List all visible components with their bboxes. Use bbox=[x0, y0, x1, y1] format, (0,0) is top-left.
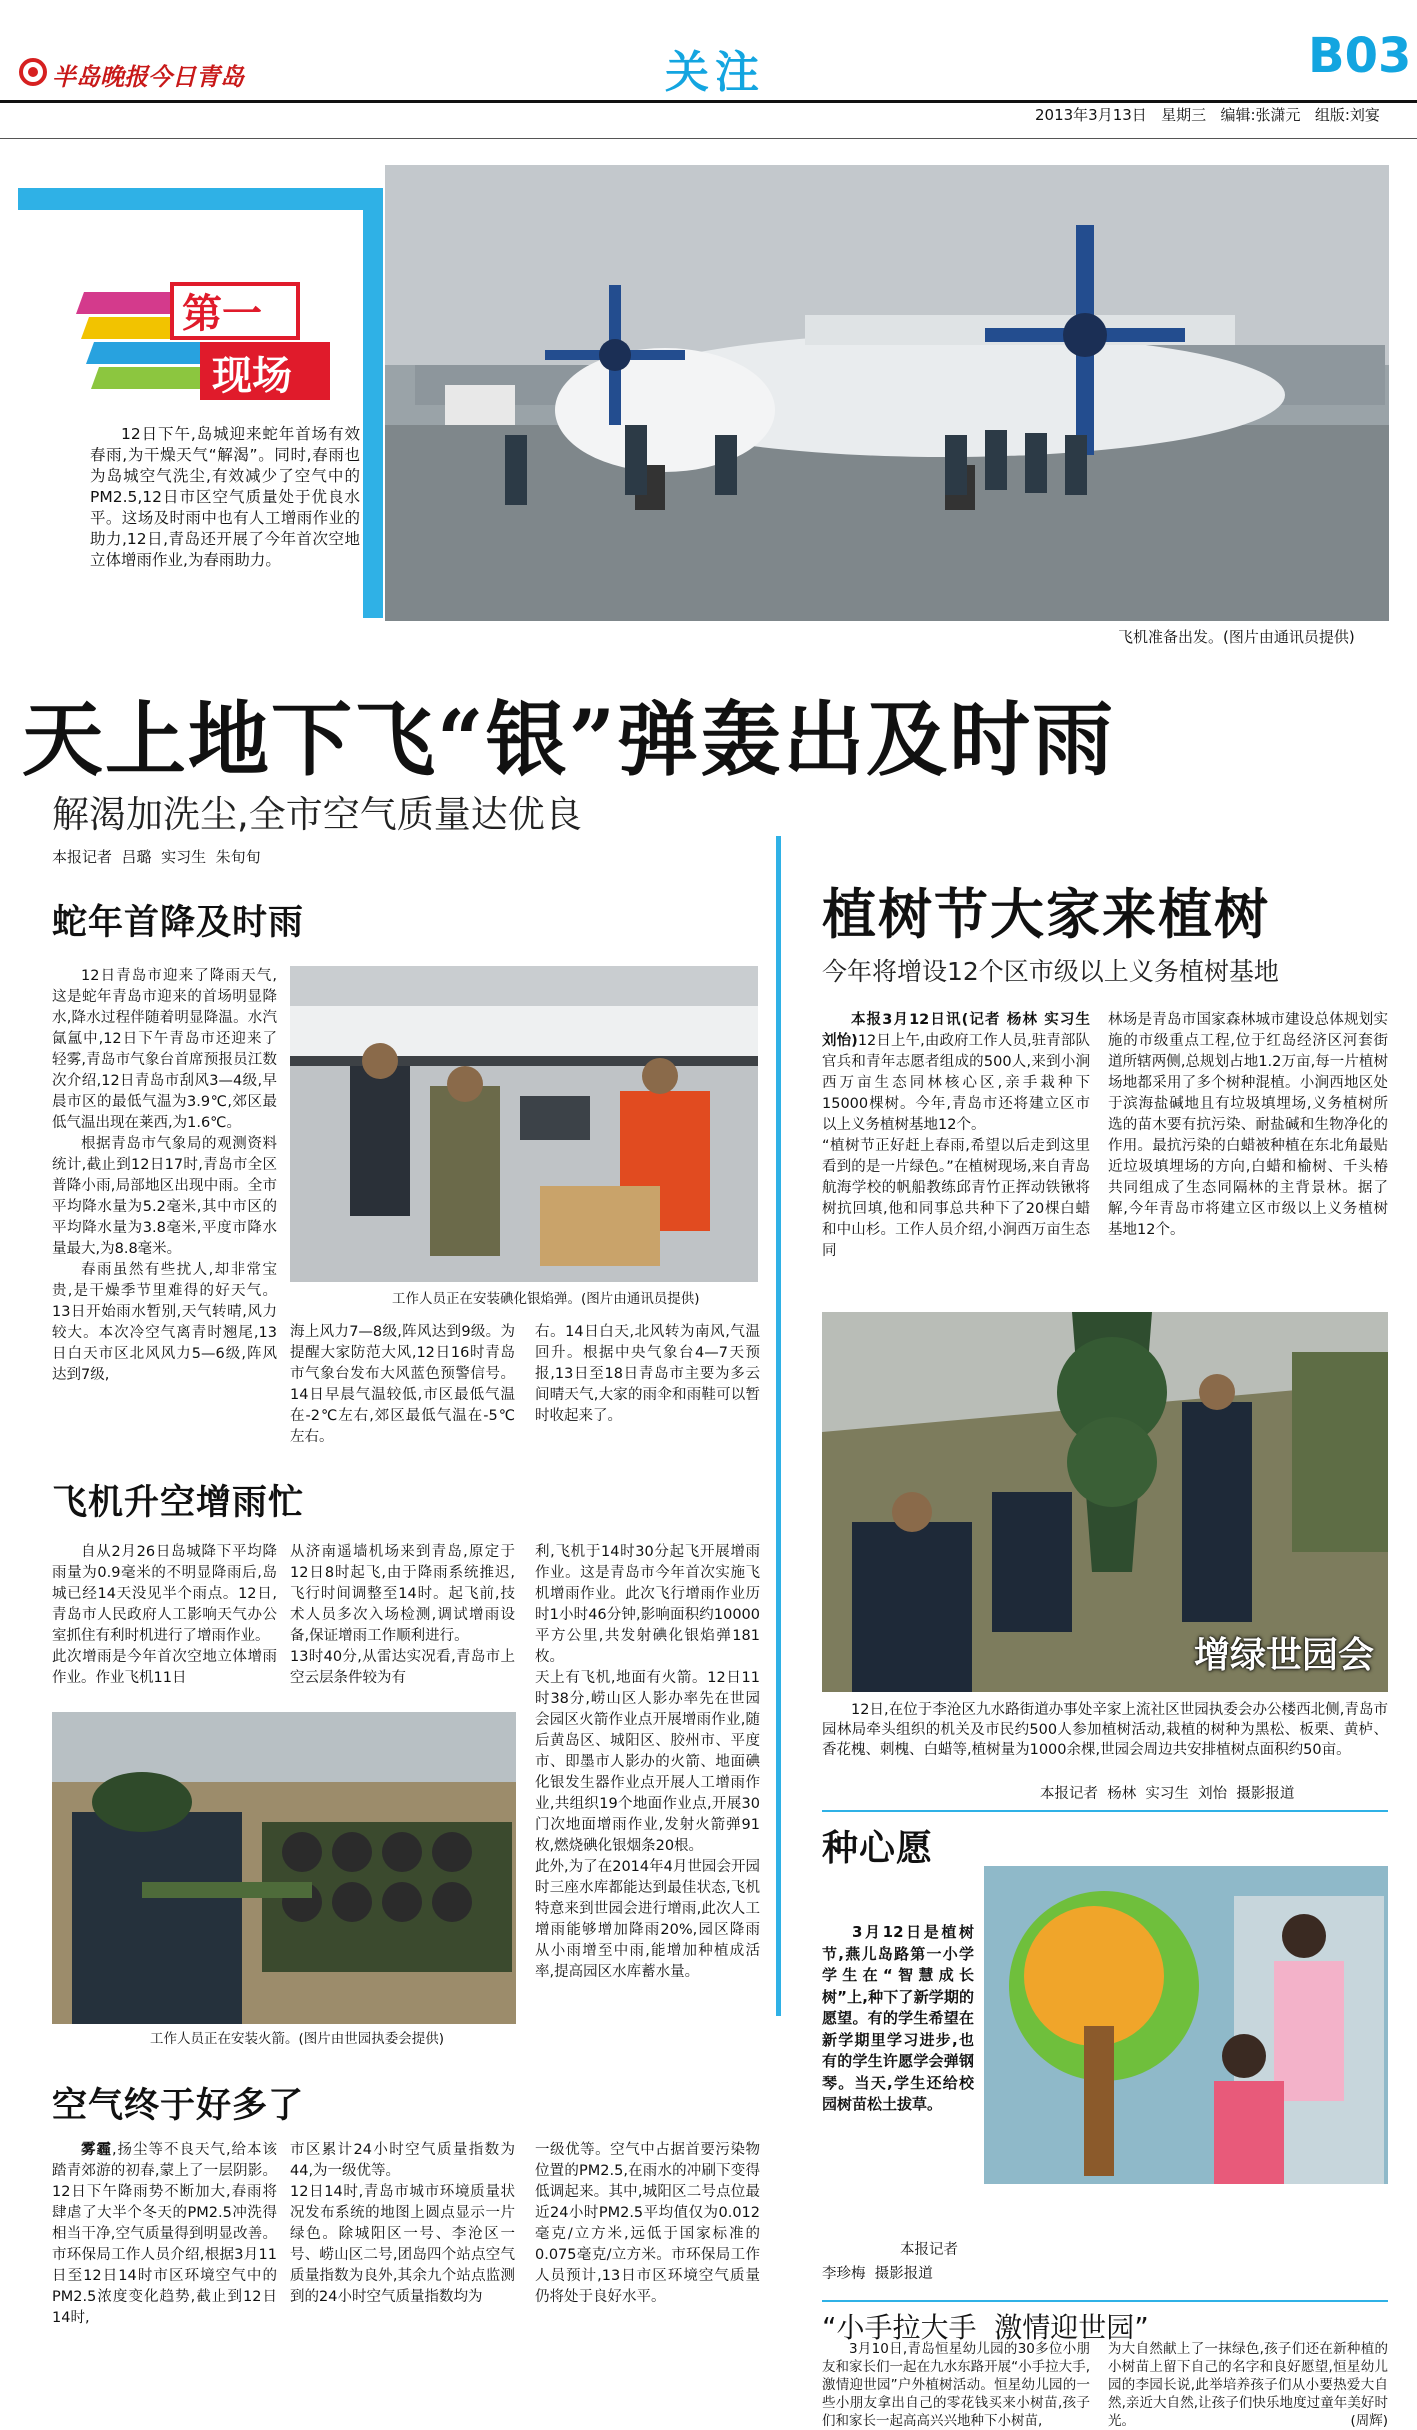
tree-col2: 林场是青岛市国家森林城市建设总体规划实施的市级重点工程,位于红岛经济区河套街道所辖两侧,总规划占地1.2万亩,每一片植树场地都采用了多个树种混植。小涧西地区处于滨海盐碱地且有垃圾填埋场,义务植树所选的苗木要有抗污染、耐盐碱和生物净化的作用。最抗污染的白蜡被种植在东北角最贴近垃圾填埋场的方向,白蜡和榆树、千头椿共同组成了生态同隔林的主背景林。据了解,今年青岛市将建立区市级以上义务植树基地12个。 bbox=[1108, 1012, 1388, 1238]
main-subheadline: 解渴加洗尘,全市空气质量达优良 bbox=[52, 793, 582, 836]
wish-credit2: 李珍梅 摄影报道 bbox=[822, 2266, 933, 2282]
byline: 本报记者 吕璐 实习生 朱旬旬 bbox=[52, 848, 261, 866]
tree-article-subtitle: 今年将增设12个区市级以上义务植树基地 bbox=[822, 957, 1279, 986]
air-col1 bbox=[52, 2140, 277, 2329]
tree-photo-overlay-title: 增绿世园会 bbox=[1193, 1635, 1374, 1676]
tree-photo-caption: 12日,在位于李沧区九水路街道办事处辛家上流社区世园执委会办公楼西北侧,青岛市园林局牵头组织的机关及市民约500人参加植树活动,栽植的树种为黑松、板栗、黄栌、香花槐、刺槐、白蜡等,植树量为1000余棵,世园会周边共安排植树点面积约50亩。 bbox=[822, 1702, 1388, 1758]
top-feature-blue-side bbox=[363, 188, 383, 618]
wish-section-bar bbox=[822, 1810, 1388, 1812]
first-scene-badge bbox=[80, 272, 330, 422]
rain-mid-col: 海上风力7—8级,阵风达到9级。为提醒大家防范大风,12日16时青岛市气象台发布大风蓝色预警信号。14日早晨气温较低,市区最低气温在-2℃左右,郊区最低气温在-5℃左右。 bbox=[290, 1324, 515, 1445]
section-name: 关注 bbox=[665, 47, 765, 98]
logo-swirl-icon bbox=[18, 57, 48, 87]
section-title-rain: 蛇年首降及时雨 bbox=[52, 903, 305, 943]
rocket-photo-caption: 工作人员正在安装火箭。(图片由世园执委会提供) bbox=[150, 2031, 445, 2047]
air-col1-lead: 雾霾 bbox=[81, 2142, 112, 2158]
tree-col1 bbox=[822, 1010, 1090, 1262]
issue-designer: 组版:刘宴 bbox=[1314, 106, 1380, 124]
main-headline: 天上地下飞“银”弹轰出及时雨 bbox=[22, 693, 1116, 788]
top-feature-intro: 12日下午,岛城迎来蛇年首场有效春雨,为干燥天气“解渴”。同时,春雨也为岛城空气洗尘,有效减少了空气中的PM2.5,12日市区空气质量处于优良水平。这场及时雨中也有人工增雨作业的助力,12日,青岛还开展了今年首次空地立体增雨作业,为春雨助力。 bbox=[90, 425, 360, 569]
rain-right-col: 右。14日白天,北风转为南风,气温回升。根据中央气象台4—7天预报,13日至18日青岛市主要为多云间晴天气,大家的雨伞和雨鞋可以暂时收起来了。 bbox=[535, 1324, 760, 1424]
small-hands-credit: (周辉) bbox=[1350, 2413, 1388, 2429]
tree-col1-text: 12日上午,由政府工作人员,驻青部队官兵和青年志愿者组成的500人,来到小涧西万亩生态同林核心区,亲手栽种下15000棵树。今年,青岛市还将建立区市以上义务植树基地12个。 “植树节正好赶上春雨,希望以后走到这里看到的是一片绿色。”在植树现场,来自青岛航海学校的帆船教练邱青竹正挥动铁锹将树抗回填,他和同事总共种下了20棵白蜡和中山杉。工作人员介绍,小涧西万亩生态同 bbox=[822, 1033, 1090, 1259]
worker-illustration bbox=[290, 966, 758, 1282]
plane-col2: 从济南遥墙机场来到青岛,原定于12日8时起飞,由于降雨系统推迟,飞行时间调整至14时。起飞前,技术人员多次入场检测,调试增雨设备,保证增雨工作顺利进行。 13时40分,从雷达实况看,青岛市上空云层条件较为有 bbox=[290, 1544, 515, 1686]
top-feature-blue-bar bbox=[18, 188, 383, 210]
masthead-thin-rule bbox=[0, 138, 1417, 139]
wish-text: 3月12日是植树节,燕儿岛路第一小学学生在“智慧成长树”上,种下了新学期的愿望。有的学生希望在新学期里学习进步,也有的学生许愿学会弹钢琴。当天,学生还给校园树苗松土拔草。 bbox=[822, 1923, 974, 2113]
rain-para-col1 bbox=[52, 966, 277, 1386]
section-title-plane: 飞机升空增雨忙 bbox=[52, 1483, 305, 1523]
plane-col1: 自从2月26日岛城降下平均降雨量为0.9毫米的不明显降雨后,岛城已经14天没见半个雨点。12日,青岛市人民政府人工影响天气办公室抓住有利时机进行了增雨作业。 此次增雨是今年首次空地立体增雨作业。作业飞机11日 bbox=[52, 1544, 277, 1686]
page-number: B03 bbox=[1308, 28, 1412, 84]
section-title-air: 空气终于好多了 bbox=[52, 2086, 305, 2126]
small-hands-col2 bbox=[1108, 2340, 1388, 2430]
column-divider-blue bbox=[776, 836, 781, 2016]
rain-para3: 春雨虽然有些扰人,却非常宝贵,是干燥季节里难得的好天气。13日开始雨水暂别,天气转晴,风力较大。本次冷空气离青时翘尾,13日白天市区北风风力5—6级,阵风达到7级, bbox=[52, 1262, 277, 1383]
small-hands-col2-text: 为大自然献上了一抹绿色,孩子们还在新种植的小树苗上留下自己的名字和良好愿望,恒星幼儿园的李园长说,此举培养孩子们从小要热爱大自然,亲近大自然,让孩子们快乐地度过童年美好时光。 bbox=[1108, 2341, 1388, 2429]
issue-date: 2013年3月13日 bbox=[1035, 106, 1147, 124]
wish-credit1: 本报记者 bbox=[900, 2242, 958, 2258]
airplane-photo bbox=[385, 165, 1389, 621]
air-col3: 一级优等。空气中占据首要污染物位置的PM2.5,在雨水的冲刷下变得低调起来。其中,城阳区二号点位最近24小时PM2.5平均值仅为0.012毫克/立方米,远低于国家标准的0.075毫克/立方米。市环保局工作人员预计,13日市区环境空气质量仍将处于良好水平。 bbox=[535, 2142, 760, 2305]
airplane-photo-caption: 飞机准备出发。(图片由通讯员提供) bbox=[1118, 628, 1355, 646]
worker-photo-caption: 工作人员正在安装碘化银焰弹。(图片由通讯员提供) bbox=[392, 1291, 700, 1307]
worker-install-photo bbox=[290, 966, 758, 1282]
issue-info bbox=[1035, 104, 1380, 125]
badge-line2: 现场 bbox=[212, 353, 292, 399]
logo-text: 半岛晚报今日青岛 bbox=[52, 62, 244, 91]
issue-weekday: 星期三 bbox=[1161, 106, 1207, 124]
air-col1-text: ,扬尘等不良天气,给本该踏青郊游的初春,蒙上了一层阴影。12日下午降雨势不断加大,春雨将肆虐了大半个冬天的PM2.5冲洗得相当干净,空气质量得到明显改善。市环保局工作人员介绍,根据3月11日至12日14时市区环境空气中的PM2.5浓度变化趋势,截止到12日14时, bbox=[52, 2142, 278, 2326]
wish-tree-photo bbox=[984, 1866, 1388, 2184]
tree-lead-tag: 本报3月12日讯(记者 杨林 实习生 刘怡) bbox=[822, 1012, 1090, 1049]
badge-line1: 第一 bbox=[182, 291, 262, 337]
rain-para1: 12日青岛市迎来了降雨天气,这是蛇年青岛市迎来的首场明显降水,降水过程伴随着明显降温。水汽氤氲中,12日下午青岛市还迎来了轻雾,青岛市气象台首席预报员江数次介绍,12日青岛市刮风3—4级,早晨市区的最低气温为3.9℃,郊区最低气温出现在莱西,为1.6℃。 bbox=[52, 968, 277, 1131]
small-hands-title: “小手拉大手 激情迎世园” bbox=[822, 2311, 1149, 2344]
masthead bbox=[0, 0, 1417, 140]
issue-editor: 编辑:张潇元 bbox=[1220, 106, 1301, 124]
tree-planting-photo bbox=[822, 1312, 1388, 1692]
small-hands-rule bbox=[822, 2300, 1388, 2302]
wish-section-title: 种心愿 bbox=[822, 1828, 934, 1869]
plane-col3: 利,飞机于14时30分起飞开展增雨作业。这是青岛市今年首次实施飞机增雨作业。此次飞行增雨作业历时1小时46分钟,影响面积约10000平方公里,共发射碘化银焰弹181枚。 天上有飞机,地面有火箭。12日11时38分,崂山区人影办率先在世园会园区火箭作业点开展增雨作业,随后黄岛区、城阳区、胶州市、平度市、即墨市人影办的火箭、地面碘化银发生器作业点开展人工增雨作业,共组织19个地面作业点,开展30门次地面增雨作业,发射火箭弹91枚,燃烧碘化银烟条20根。 此外,为了在2014年4月世园会开园时三座水库都能达到最佳状态,飞机特意来到世园会进行增雨,此次人工增雨能够增加降雨20%,园区降雨从小雨增至中雨,能增加种植成活率,提高园区水库蓄水量。 bbox=[535, 1544, 760, 1980]
newspaper-logo bbox=[18, 55, 278, 91]
wish-tree-illustration bbox=[984, 1866, 1388, 2184]
rain-para2: 根据青岛市气象局的观测资料统计,截止到12日17时,青岛市全区普降小雨,局部地区出现中雨。全市平均降水量为5.2毫米,其中市区的平均降水量为3.8毫米,平度市降水量最大,为8.8毫米。 bbox=[52, 1136, 277, 1257]
airplane-illustration bbox=[385, 165, 1389, 621]
small-hands-col1: 3月10日,青岛恒星幼儿园的30多位小朋友和家长们一起在九水东路开展“小手拉大手,激情迎世园”户外植树活动。恒星幼儿园的一些小朋友拿出自己的零花钱买来小树苗,孩子们和家长一起高高兴兴地种下小树苗, bbox=[822, 2341, 1090, 2429]
rocket-illustration bbox=[52, 1712, 516, 2024]
tree-article-title: 植树节大家来植树 bbox=[822, 882, 1270, 946]
tree-photo-credit: 本报记者 杨林 实习生 刘怡 摄影报道 bbox=[1040, 1786, 1295, 1802]
air-col2: 市区累计24小时空气质量指数为44,为一级优等。 12日14时,青岛市城市环境质量状况发布系统的地图上圆点显示一片绿色。除城阳区一号、李沧区一号、崂山区二号,团岛四个站点空气质量指数为良外,其余九个站点监测到的24小时空气质量指数均为 bbox=[290, 2142, 515, 2305]
rocket-install-photo bbox=[52, 1712, 516, 2024]
masthead-rule bbox=[0, 100, 1417, 103]
